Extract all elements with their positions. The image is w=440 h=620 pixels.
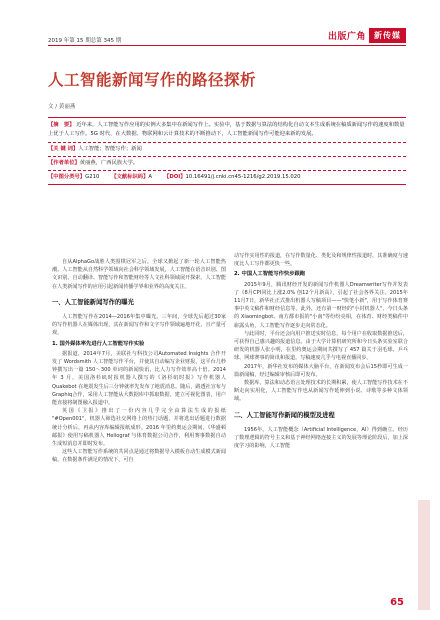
doi-value: 10.16491/j.cnki.cn45-1216/g2.2019.15.020: [185, 174, 301, 180]
keywords-row: [48, 143, 406, 157]
article-meta: [48, 117, 406, 185]
sub1-paragraph-1: 据报道，2014年7月，美联社与科技公司Automated Insights 合作开发了 Wordsmith 人工智能写作平台，并使其自动编写企业财报，这平台几秒钟撰写出一篇 150～300 单词的新闻快讯，比人力写作效率高十倍。2014 年 3 月，美国洛杉矶时报机器人撰写的《洛杉矶时报》写作机器人 Quakebot 在地震发生后三分钟就率先发布了地震消息。随后，路透社宣布与Graphiq合作，采用人工智能从大数据库中抓取数据，建立可视化图表，用户能直接将制图融入报道中。: [52, 350, 226, 407]
journal-logo: 出版广角: [327, 32, 366, 42]
abstract-text: 近年来，人工智能写作应用的实例大多集中在新闻写作上。实验中，基于数据与算法的结构化自动文本生成系统在稿质新闻写作的速度和数量上优于人工写作。5G 时代，在大数据、物联网和云计算技术的不断推动下，人工智能新闻写作可能迎来新的发展。: [48, 122, 405, 137]
docid-value: A: [148, 174, 153, 180]
subheading-1: 1. 国外媒体率先进行人工智能写作实验: [52, 340, 145, 347]
left-tail-paragraph: 这些人工智能写作系统的共同点是通过将数据导入模板自动生成模式新闻稿。在数据条件满足的情况下，可自: [52, 449, 226, 464]
section-heading-1: 一、人工智能新闻写作的曝光: [52, 298, 134, 306]
article-title: 人工智能新闻写作的路径探析: [48, 71, 257, 89]
docid-tag: 【文献标识码】: [111, 174, 149, 180]
right-paragraph-0: 动写作实用性的报道，在写作数量化、类化及和规律性报道时，其准确度与速度比人工写作都更快一些。: [234, 253, 408, 268]
sub2-paragraph-3: 2017年，新华社发布的媒体大脑平台，在新闻发布会后15秒即可生成一篇新闻稿，经过编辑审核后即可发布。: [234, 363, 408, 378]
left-column: [52, 258, 226, 465]
journal-info: 2019 年第 15 期总第 345 期: [48, 38, 122, 44]
classification-row: [48, 171, 406, 185]
affiliation-tag: 【作者单位】: [48, 160, 80, 166]
sub1-paragraph-2: 英国《卫报》推出了一份内容几乎完全由算法生成的报纸 "#Open001"，机器人筛选社交网络上的热门话题，并将选出话题进行数据统计分析后，再从内容库编辑报纸成形。2016 年里约奥运会期间，《华盛顿邮报》使用写稿机器人 Heliograf 与体育数据公司合作，利用赛事数据自动生成短消息并即时发布。: [52, 408, 226, 448]
sub2-paragraph-1: 2015年9月，腾讯财经开发的新闻写作机器人Dreamwriter写作并发表了《8月CPI同比上涨2.0% 创12个月新高》，引起了社会各界关注。2015年11月7日，新华社正式推出机器人写稿项目——"快笔小新"，用于写作体育赛事中英文稿件和财经信息等。此外，还有第一财经的"小封机器人"、今日头条的 Xiaomingbot、南方都市报的"小南"等纷纷亮相，在体育、财经类稿件中崭露头角，人工智能写作逐步走向常态化。: [234, 281, 408, 329]
header-rule: [48, 45, 406, 46]
abstract-tag: 【摘 要】: [48, 122, 75, 128]
section2-paragraph: 1956年，人工智能概念（Artificial Intelligence，AI）得到确立。经历了数理逻辑的符号主义和基于神经网络连接主义的发展等理论阶段后，加上深度学习的影响，人工智能: [234, 426, 408, 450]
section-badge: 新传媒: [369, 28, 406, 43]
affiliation-row: [48, 157, 406, 171]
right-tail-paragraph: 数据库、算法和动态语言处理技术的长期积累，使人工智能写作技术在不断走向实用化，人工智能写作也从新闻写作延伸到小说、诗歌等多种文体领域。: [234, 380, 408, 403]
intro-paragraph: 自从AlphaGo战胜人类围棋冠军之后，全球又掀起了新一轮人工智能热潮。人工智能从自然科学领域向社会科学领域发展，人工智能在语音识别、图文识别、自动翻译、智能写作和智能财经等人文社科领域展开探索。人工智能在人类新闻写作的应用引起新闻传播学界和业界的高度关注。: [52, 259, 226, 290]
keywords-text: 人工智能；智能写作；新闻: [78, 146, 142, 152]
right-column: [234, 252, 408, 450]
clc-value: G210: [85, 174, 100, 180]
section-heading-2: 二、人工智能写作新闻的模型及进程: [234, 411, 335, 419]
affiliation-text: 黄丽燕，广西民族大学。: [79, 160, 139, 166]
clc-tag: 【中图分类号】: [48, 174, 86, 180]
header-brand: [328, 28, 406, 43]
keywords-tag: 【关 键 词】: [48, 146, 79, 152]
section1-paragraph: 人工智能写作在2014—2016年集中曝光。三年间，全球先后超过30家的写作机器人在媒体出现，其在新闻写作和文字写作领域遍地开花，且产量可观。: [52, 314, 226, 337]
page-number: 65: [390, 597, 404, 608]
subheading-2: 2. 中国人工智能写作快步跟跑: [234, 271, 306, 278]
doi-tag: 【DOI】: [164, 174, 186, 180]
page-edge-tab: [418, 500, 430, 610]
sub2-paragraph-2: 与此同时，平台还会向用户推送实时信息，每个用户在收取数据推送后，可获得自己感兴趣的报道信息。由于大学计算机研究所和今日头条实验室联合研发的机器人张小明，在里约奥运会期间共撰写了 457 篇关于羽毛球、乒乓球、网球赛事的简讯和报道，写稿速度几乎与电视直播同步。: [234, 330, 408, 362]
article-author: 文 / 黄丽燕: [48, 104, 76, 110]
abstract-block: [48, 117, 406, 143]
